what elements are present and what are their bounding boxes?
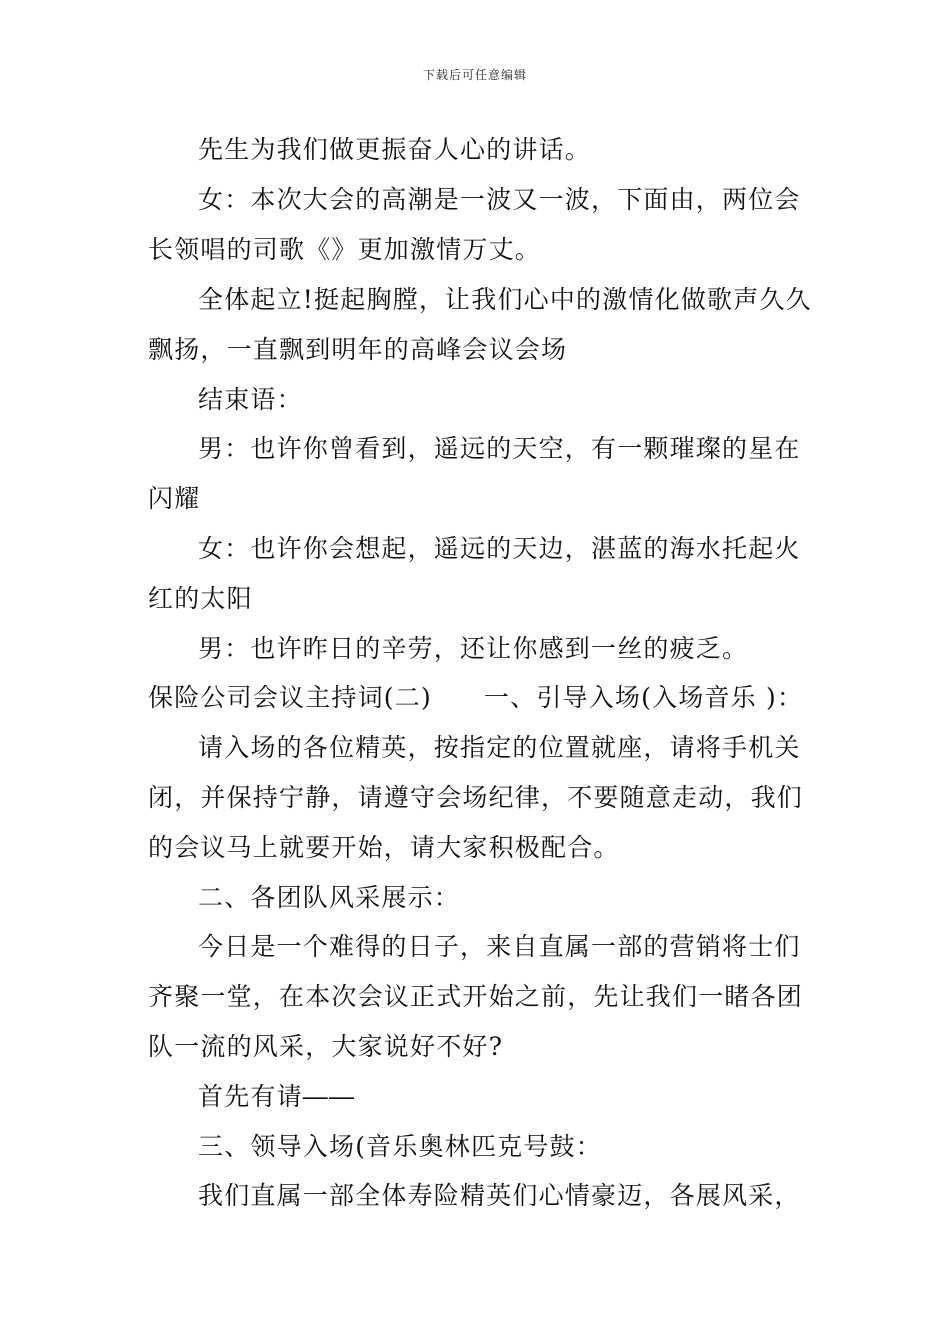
- text-line: 结束语：: [198, 385, 303, 414]
- text-line: 闭，并保持宁静，请遵守会场纪律，不要随意走动，我们: [148, 783, 804, 812]
- text-line: 长领唱的司歌《》更加激情万丈。: [148, 235, 542, 264]
- section-subheading: 一、引导入场(入场音乐 )：: [483, 683, 804, 712]
- text-line: 飘扬，一直飘到明年的高峰会议会场: [148, 335, 568, 364]
- text-line: 闪耀: [148, 484, 201, 513]
- text-line: 男：也许昨日的辛劳，还让你感到一丝的疲乏。: [198, 634, 749, 663]
- text-line: 的会议马上就要开始，请大家积极配合。: [148, 833, 620, 862]
- text-line: 齐聚一堂，在本次会议正式开始之前，先让我们一睹各团: [148, 982, 804, 1011]
- text-line: 男：也许你曾看到，遥远的天空，有一颗璀璨的星在: [198, 434, 801, 463]
- text-line: 今日是一个难得的日子，来自直属一部的营销将士们: [198, 932, 801, 961]
- text-line: 三、领导入场(音乐奥林匹克号鼓：: [198, 1132, 602, 1161]
- text-line: 女：也许你会想起，遥远的天边，湛蓝的海水托起火: [198, 534, 801, 563]
- text-line: 红的太阳: [148, 584, 253, 613]
- text-line: 我们直属一部全体寿险精英们心情豪迈，各展风采，: [198, 1181, 801, 1210]
- text-line: 请入场的各位精英，按指定的位置就座，请将手机关: [198, 733, 801, 762]
- page-header: 下载后可任意编辑: [422, 68, 527, 82]
- text-line: 先生为我们做更振奋人心的讲话。: [198, 135, 592, 164]
- text-line: 队一流的风采，大家说好不好?: [148, 1032, 504, 1061]
- text-line: 女：本次大会的高潮是一波又一波，下面由，两位会: [198, 185, 801, 214]
- text-line: 首先有请――: [198, 1082, 356, 1111]
- text-line: 二、各团队风采展示：: [198, 883, 461, 912]
- section-title: 保险公司会议主持词(二): [148, 683, 432, 712]
- text-line: 全体起立!挺起胸膛，让我们心中的激情化做歌声久久: [198, 285, 812, 314]
- section-heading-line: [148, 682, 803, 714]
